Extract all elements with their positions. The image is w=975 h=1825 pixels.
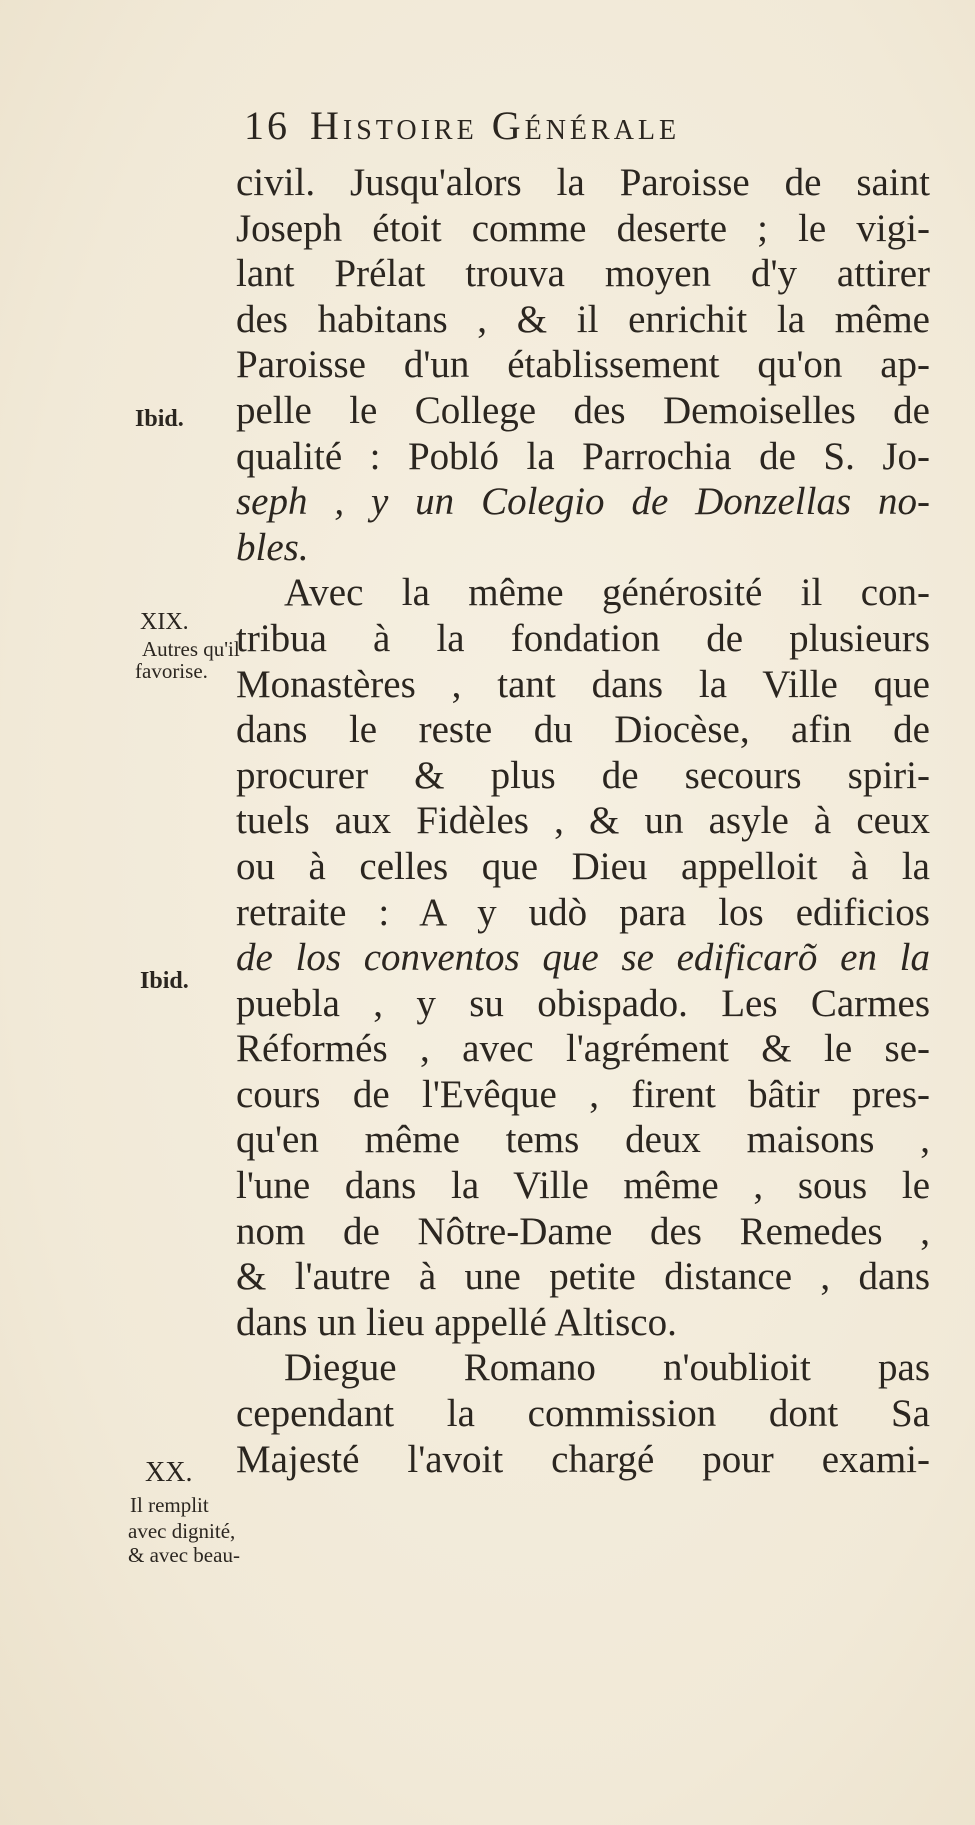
text-line: procurer & plus de secours spiri- xyxy=(236,753,930,797)
text-line: Paroisse d'un établissement qu'on ap- xyxy=(236,343,930,387)
text-line: bles. xyxy=(236,525,309,569)
body-text xyxy=(236,160,930,1482)
margin-note: favorise. xyxy=(135,659,208,683)
running-header xyxy=(244,102,894,154)
text-line: Diegue Romano n'oublioit pas xyxy=(284,1346,930,1390)
text-line: cours de l'Evêque , firent bâtir pres- xyxy=(236,1072,930,1116)
text-line: pelle le College des Demoiselles de xyxy=(236,388,930,432)
text-line: & l'autre à une petite distance , dans xyxy=(236,1255,930,1299)
margin-note-ibid: Ibid. xyxy=(140,968,189,994)
text-line: lant Prélat trouva moyen d'y attirer xyxy=(236,252,930,296)
margin-section-number: XX. xyxy=(145,1457,193,1488)
margin-note: & avec beau- xyxy=(128,1543,240,1567)
text-line: tribua à la fondation de plusieurs xyxy=(236,616,930,660)
text-line: des habitans , & il enrichit la même xyxy=(236,297,930,341)
text-line: Joseph étoit comme deserte ; le vigi- xyxy=(236,206,930,250)
text-line: qualité : Pobló la Parrochia de S. Jo- xyxy=(236,434,930,478)
margin-note: Il remplit xyxy=(130,1493,209,1517)
text-line: civil. Jusqu'alors la Paroisse de saint xyxy=(236,161,930,204)
margin-note: Autres qu'il xyxy=(142,637,240,661)
text-line: retraite : A y udò para los edificios xyxy=(236,890,930,934)
text-line: de los conventos que se edificarõ en la xyxy=(236,936,930,980)
text-line: ou à celles que Dieu appelloit à la xyxy=(236,844,930,888)
text-line: Majesté l'avoit chargé pour exami- xyxy=(236,1437,930,1481)
text-line: Avec la même générosité il con- xyxy=(284,571,930,615)
text-line: tuels aux Fidèles , & un asyle à ceux xyxy=(236,799,930,843)
text-line: l'une dans la Ville même , sous le xyxy=(236,1164,930,1208)
text-line: dans le reste du Diocèse, afin de xyxy=(236,708,930,752)
text-line: cependant la commission dont Sa xyxy=(236,1392,930,1436)
text-line: Monastères , tant dans la Ville que xyxy=(236,662,930,706)
margin-note: avec dignité, xyxy=(128,1519,236,1543)
margin-section-number: XIX. xyxy=(140,609,189,635)
text-line: qu'en même tems deux maisons , xyxy=(236,1118,930,1162)
running-title: Histoire Générale xyxy=(310,103,681,148)
page-number: 16 xyxy=(244,103,290,148)
text-line: Réformés , avec l'agrément & le se- xyxy=(236,1027,930,1071)
text-line: puebla , y su obispado. Les Carmes xyxy=(236,981,930,1025)
text-line: seph , y un Colegio de Donzellas no- xyxy=(236,480,930,524)
margin-note-ibid: Ibid. xyxy=(135,406,184,432)
text-line: nom de Nôtre-Dame des Remedes , xyxy=(236,1209,930,1253)
text-line: dans un lieu appellé Altisco. xyxy=(236,1300,677,1344)
